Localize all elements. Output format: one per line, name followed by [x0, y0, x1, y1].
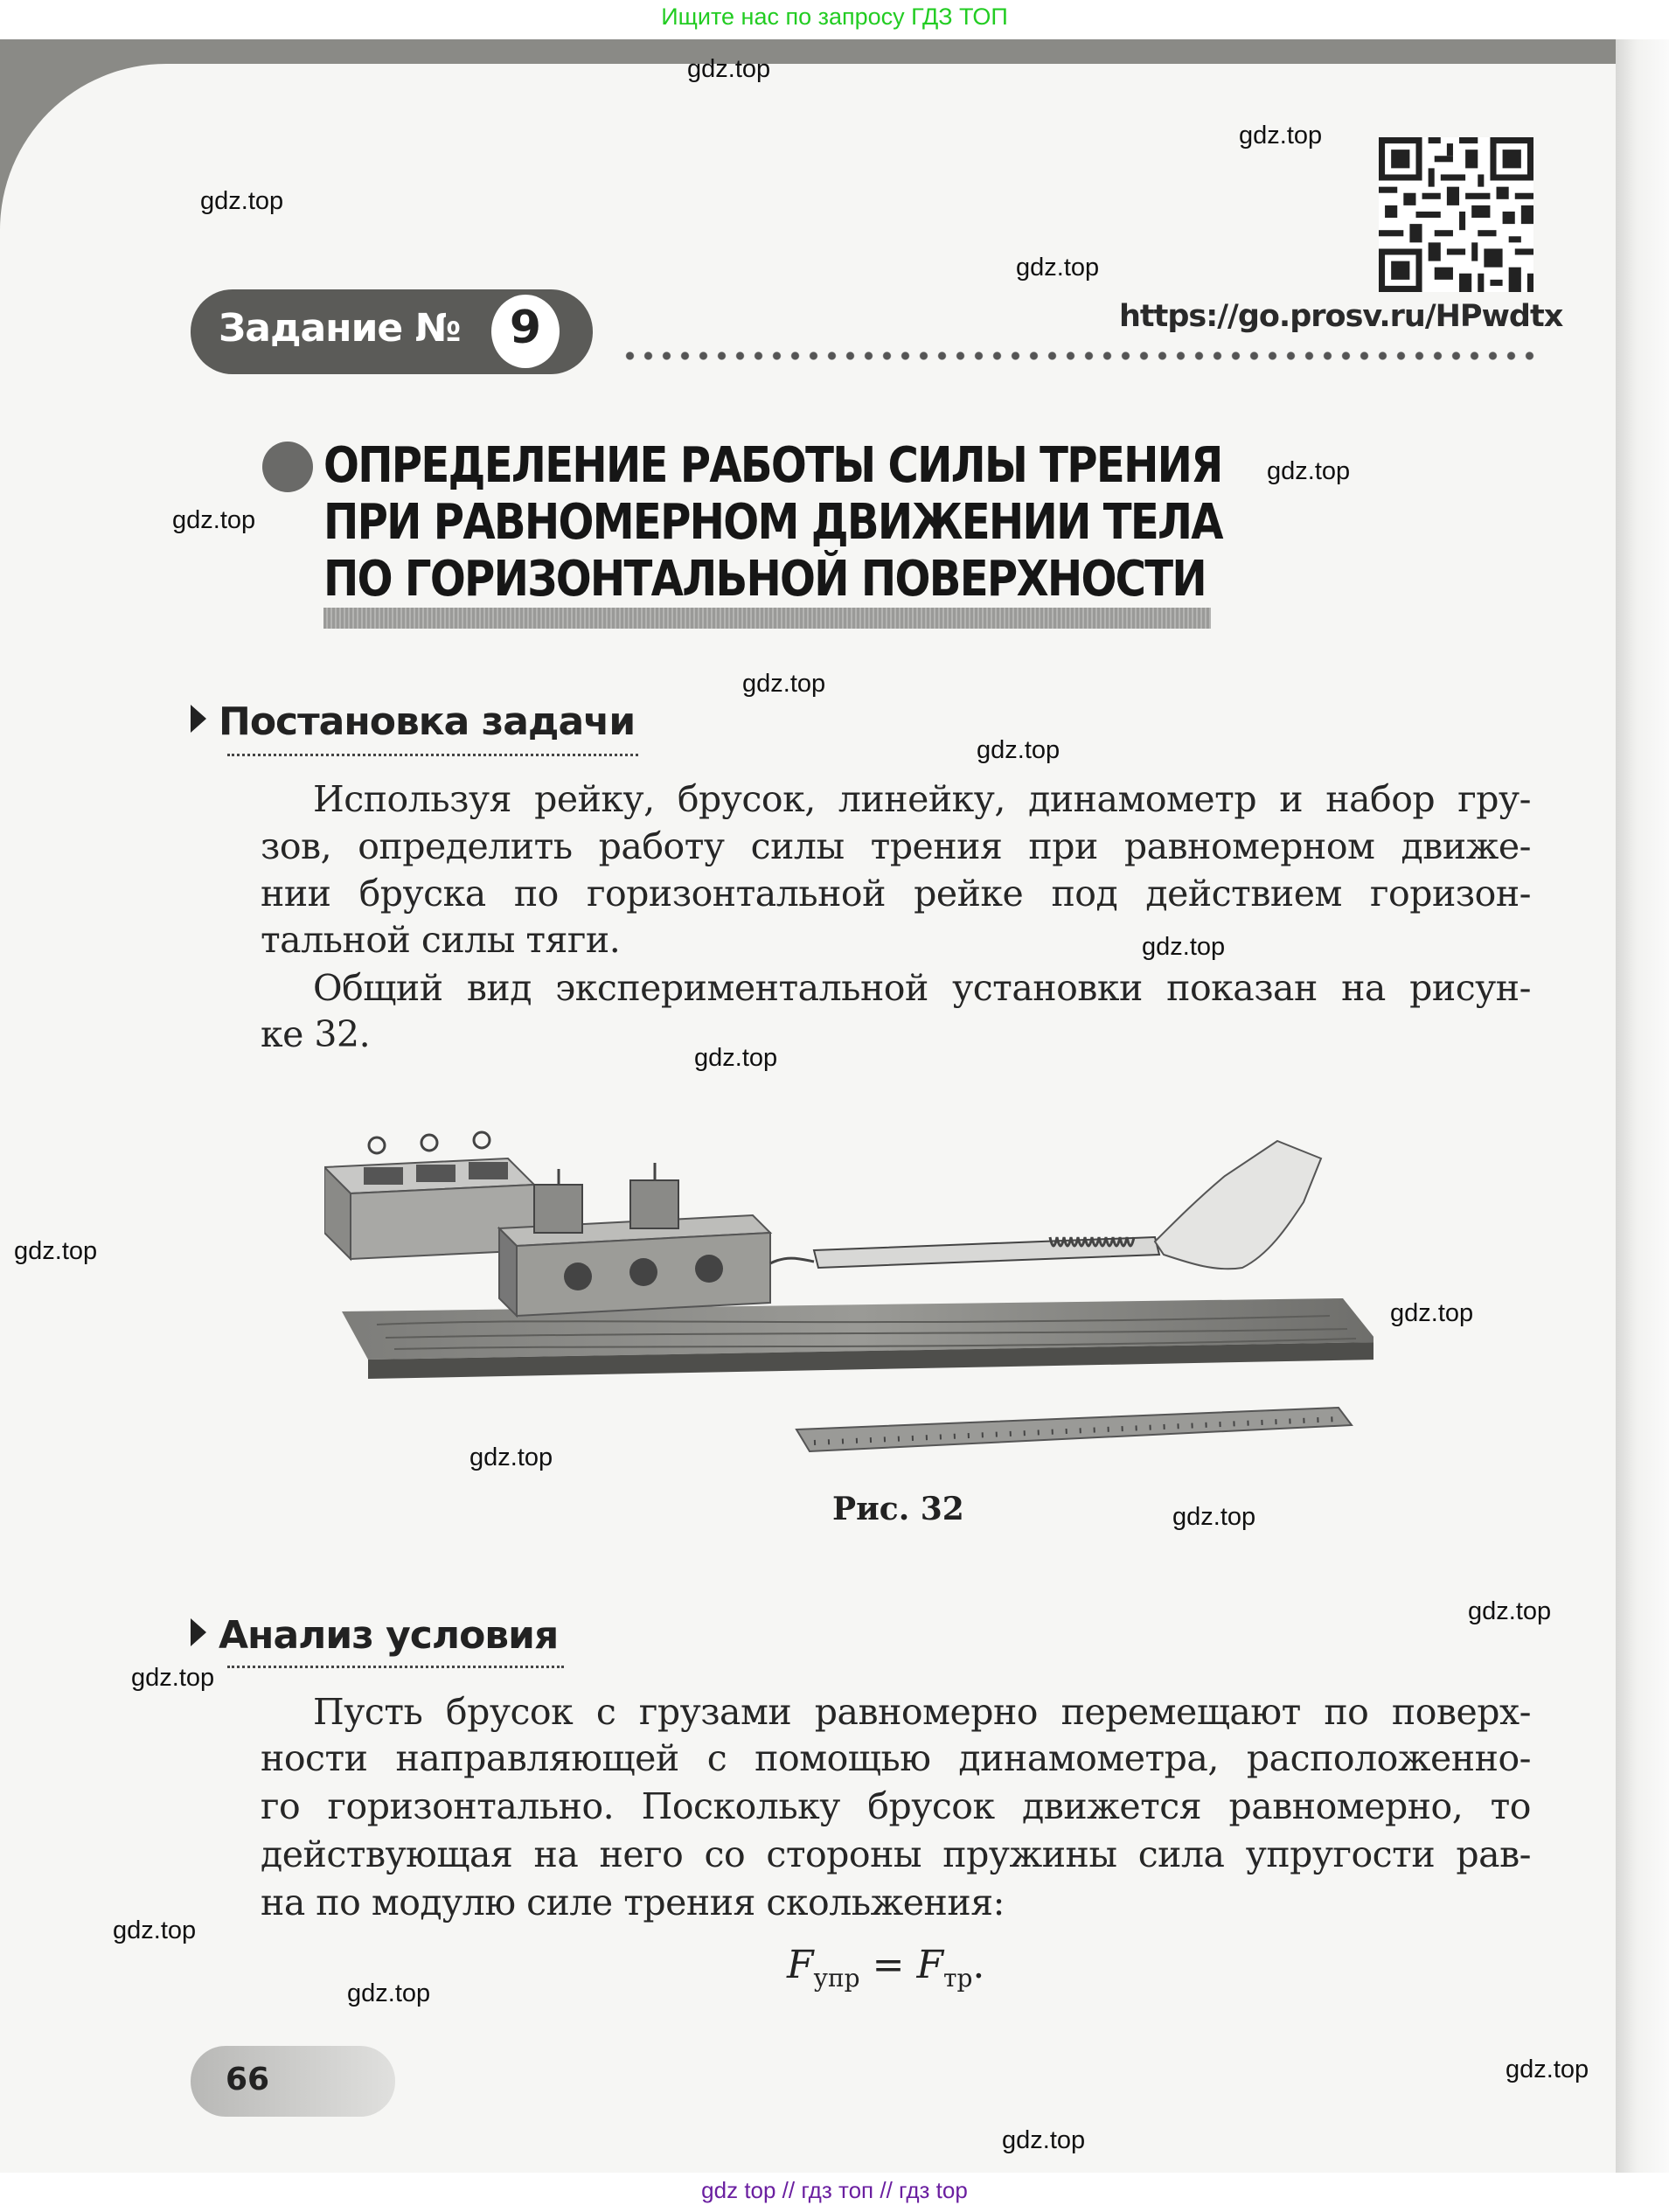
- title-underline-bar: [323, 608, 1211, 629]
- formula-rhs-subscript: тр: [942, 1963, 973, 1993]
- paragraph-line: Используя рейку, брусок, линейку, динамометр и набор гру-: [313, 778, 1531, 820]
- paragraph-line: на по модулю силе трения скольжения:: [261, 1882, 1005, 1923]
- watermark: gdz.top: [1239, 122, 1323, 150]
- paragraph-line: го горизонтально. Поскольку брусок движется равномерно, то: [261, 1785, 1531, 1827]
- watermark: gdz.top: [1390, 1299, 1474, 1327]
- paragraph-line: тальной силы тяги.: [261, 919, 621, 961]
- resource-link[interactable]: https://go.prosv.ru/HPwdtx: [1119, 299, 1563, 334]
- experiment-illustration: [324, 1106, 1373, 1473]
- bottom-banner-text: gdz top // гдз топ // гдз top: [701, 2177, 968, 2203]
- formula: [787, 1943, 984, 1993]
- wooden-rail: [342, 1298, 1373, 1379]
- task-number: 9: [509, 302, 542, 354]
- watermark: gdz.top: [113, 1916, 197, 1944]
- hand: [1155, 1141, 1321, 1269]
- section-heading-problem: [191, 699, 635, 744]
- watermark: gdz.top: [1002, 2126, 1086, 2154]
- dynamometer: [770, 1237, 1159, 1268]
- ruler: [796, 1408, 1352, 1451]
- section-heading-text: Постановка задачи: [219, 699, 636, 744]
- triangle-right-icon: [191, 705, 206, 733]
- wooden-block: [499, 1163, 770, 1316]
- watermark: gdz.top: [347, 1979, 431, 2007]
- watermark: gdz.top: [469, 1443, 553, 1471]
- watermark: gdz.top: [131, 1664, 215, 1692]
- title-line-3: ПО ГОРИЗОНТАЛЬНОЙ ПОВЕРХНОСТИ: [323, 551, 1207, 608]
- watermark: gdz.top: [742, 670, 826, 698]
- paragraph-line: действующая на него со стороны пружины сила упругости рав-: [261, 1833, 1531, 1875]
- triangle-right-icon: [191, 1618, 206, 1646]
- watermark: gdz.top: [1142, 933, 1226, 961]
- watermark: gdz.top: [1267, 457, 1351, 485]
- watermark: gdz.top: [200, 187, 284, 215]
- dotted-divider: [621, 350, 1534, 362]
- page-edge-shadow: [1616, 39, 1669, 2173]
- watermark: gdz.top: [172, 506, 256, 534]
- watermark: gdz.top: [694, 1044, 778, 1072]
- task-label: Задание №: [219, 306, 461, 351]
- title-line-2: ПРИ РАВНОМЕРНОМ ДВИЖЕНИИ ТЕЛА: [323, 494, 1222, 551]
- watermark: gdz.top: [14, 1237, 98, 1265]
- watermark: gdz.top: [977, 736, 1061, 764]
- paragraph-line: нии бруска по горизонтальной рейке под действием горизон-: [261, 873, 1531, 915]
- paragraph-line: Пусть брусок с грузами равномерно перемещают по поверх-: [313, 1691, 1531, 1733]
- figure-caption: Рис. 32: [832, 1491, 964, 1527]
- watermark: gdz.top: [1016, 254, 1100, 282]
- formula-lhs: F: [787, 1943, 814, 1987]
- section-heading-analysis: [191, 1613, 558, 1658]
- watermark: gdz.top: [1468, 1597, 1552, 1625]
- dotted-underline: [227, 1666, 564, 1668]
- formula-period: .: [972, 1943, 985, 1987]
- qr-code-icon[interactable]: [1379, 137, 1533, 292]
- paragraph-line: зов, определить работу силы трения при равномерном движе-: [261, 825, 1531, 867]
- page-number-badge: [191, 2046, 395, 2117]
- watermark: gdz.top: [1506, 2055, 1589, 2083]
- formula-rhs: F: [916, 1943, 943, 1987]
- paragraph-line: Общий вид экспериментальной установки показан на рисун-: [313, 967, 1531, 1009]
- dotted-underline: [227, 754, 638, 756]
- paragraph-line: ке 32.: [261, 1013, 371, 1055]
- paragraph-line: ности направляющей с помощью динамометра, расположенно-: [261, 1737, 1531, 1779]
- section-heading-text: Анализ условия: [219, 1613, 559, 1658]
- watermark: gdz.top: [1172, 1503, 1256, 1531]
- page-number: 66: [226, 2062, 270, 2097]
- watermark: gdz.top: [687, 55, 771, 83]
- formula-lhs-subscript: упр: [813, 1963, 860, 1993]
- title-line-1: ОПРЕДЕЛЕНИЕ РАБОТЫ СИЛЫ ТРЕНИЯ: [323, 437, 1222, 494]
- top-banner-text: Ищите нас по запросу ГДЗ ТОП: [661, 3, 1008, 30]
- formula-equals: =: [859, 1943, 917, 1987]
- title-bullet-icon: [262, 442, 313, 492]
